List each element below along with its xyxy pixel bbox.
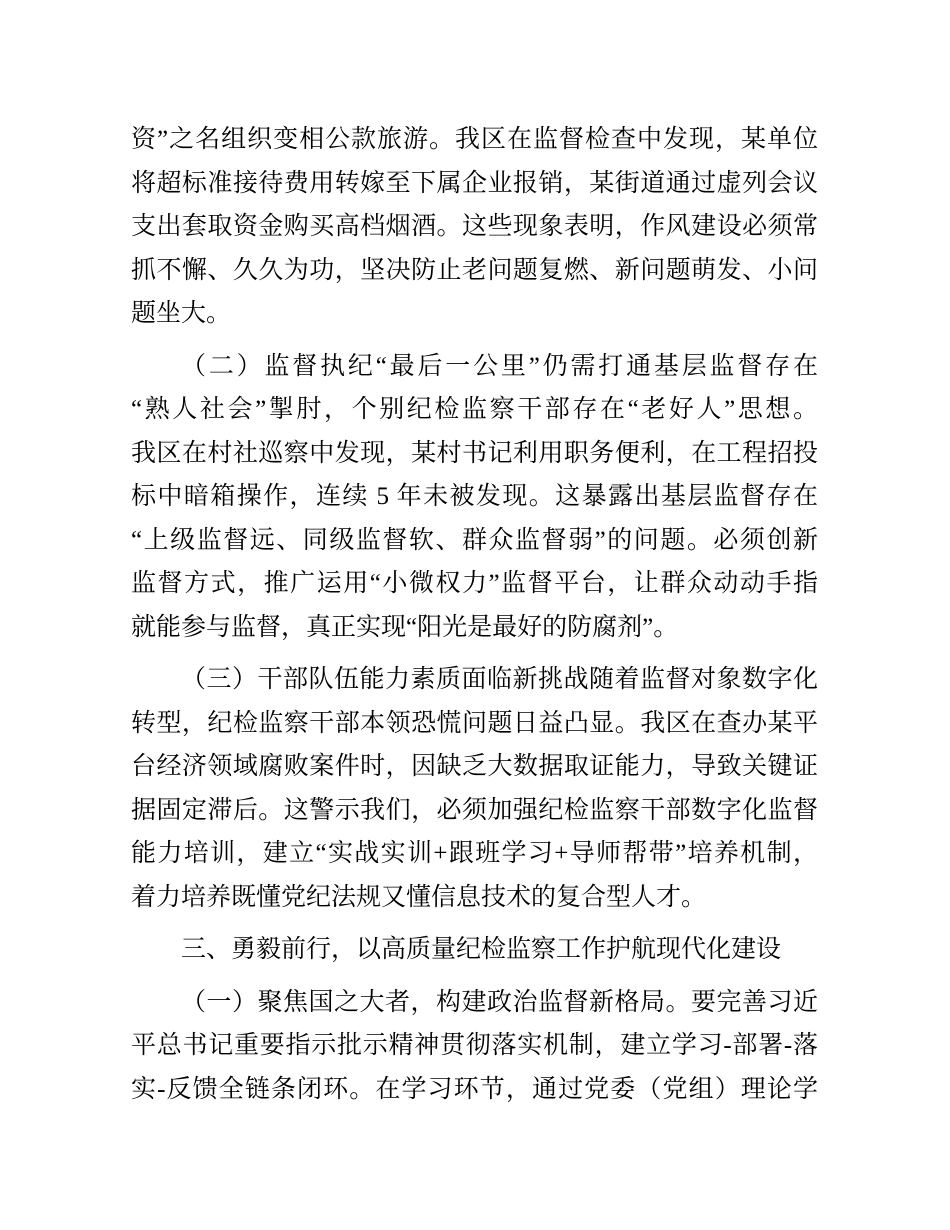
text-line: 据固定滞后。这警示我们，必须加强纪检监察干部数字化监督: [131, 796, 818, 824]
text-line: 题坐大。: [131, 300, 232, 327]
text-line: 我区在村社巡察中发现，某村书记利用职务便利，在工程招投: [131, 439, 818, 467]
text-line: 能力培训，建立“实战实训+跟班学习+导师帮带”培养机制，: [131, 840, 818, 867]
text-line: 三、勇毅前行，以高质量纪检监察工作护航现代化建设: [181, 936, 782, 963]
text-line: 将超标准接待费用转嫁至下属企业报销，某街道通过虚列会议: [131, 169, 818, 197]
paragraph: [131, 981, 818, 1112]
text-line: “熟人社会”掣肘，个别纪检监察干部存在“老好人”思想。: [131, 396, 818, 423]
text-line: 平总书记重要指示批示精神贯彻落实机制，建立学习-部署-落: [131, 1032, 818, 1059]
text-line: 抓不懈、久久为功，坚决防止老问题复燃、新问题萌发、小问: [131, 256, 818, 284]
paragraph: [131, 658, 818, 919]
text-line: （三）干部队伍能力素质面临新挑战随着监督对象数字化: [181, 666, 818, 693]
text-line: （一）聚焦国之大者，构建政治监督新格局。要完善习近: [181, 988, 818, 1016]
text-line: 实-反馈全链条闭环。在学习环节，通过党委（党组）理论学: [131, 1075, 818, 1103]
text-line: （二）监督执纪“最后一公里”仍需打通基层监督存在: [181, 352, 818, 380]
section-heading: [131, 928, 818, 972]
text-line: 着力培养既懂党纪法规又懂信息技术的复合型人才。: [131, 883, 707, 911]
text-line: 台经济领域腐败案件时，因缺乏大数据取证能力，导致关键证: [131, 753, 818, 780]
paragraph: [131, 118, 818, 336]
paragraph: [131, 345, 818, 650]
document-body: [131, 118, 818, 1111]
text-line: 支出套取资金购买高档烟酒。这些现象表明，作风建设必须常: [131, 213, 818, 240]
text-line: 监督方式，推广运用“小微权力”监督平台，让群众动动手指: [131, 570, 818, 597]
text-line: 转型，纪检监察干部本领恐慌问题日益凸显。我区在查办某平: [131, 709, 818, 737]
text-line: 就能参与监督，真正实现“阳光是最好的防腐剂”。: [131, 613, 679, 641]
text-line: 标中暗箱操作，连续 5 年未被发现。这暴露出基层监督存在: [131, 483, 818, 510]
text-line: “上级监督远、同级监督软、群众监督弱”的问题。必须创新: [131, 526, 818, 554]
text-line: 资”之名组织变相公款旅游。我区在监督检查中发现，某单位: [131, 126, 818, 153]
